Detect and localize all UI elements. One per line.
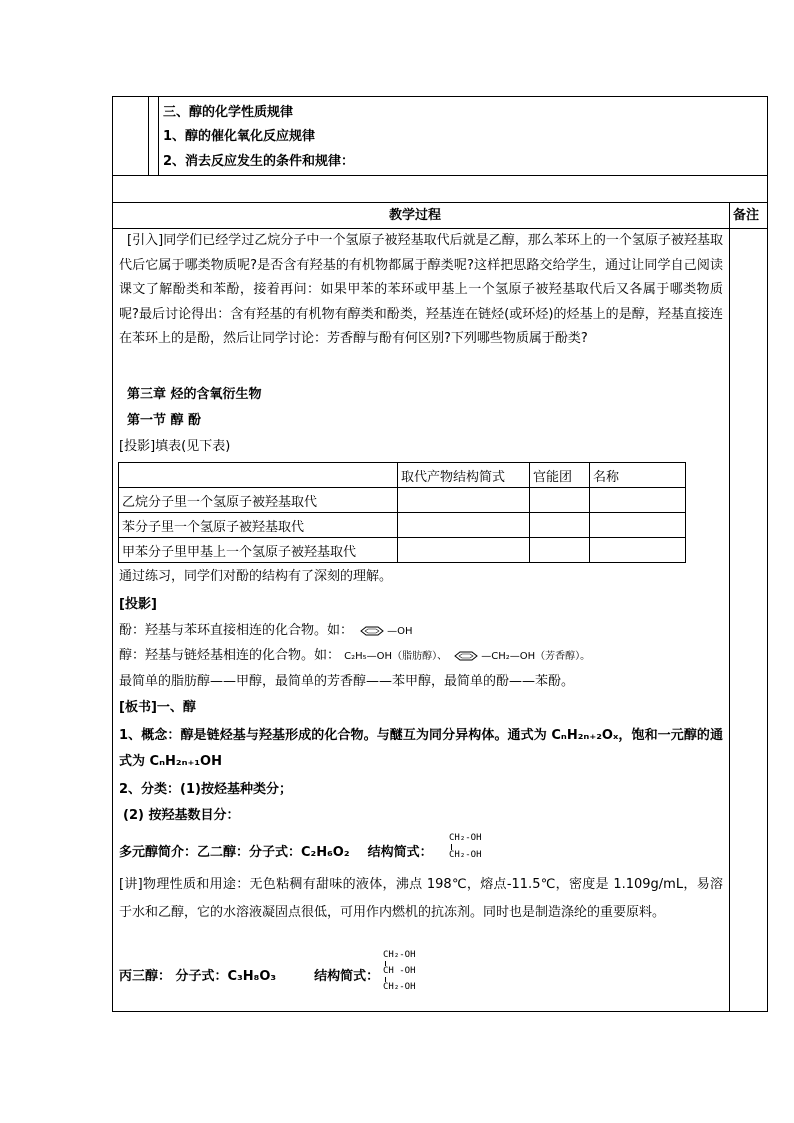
- table-cell: 乙烷分子里一个氢原子被羟基取代: [119, 488, 398, 513]
- glycerol-structure-line: CH₂-OH: [383, 982, 416, 992]
- phenol-definition-text: 酚：羟基与苯环直接相连的化合物。如：: [119, 623, 354, 638]
- alcohol-definition-text: 醇：羟基与链烃基相连的化合物。如：: [119, 648, 341, 663]
- table-cell: [398, 513, 530, 538]
- phenol-definition: [119, 623, 413, 640]
- table-header-cell: [119, 463, 398, 488]
- table-cell: [590, 513, 686, 538]
- alcohol-definition: [119, 648, 590, 665]
- table-cell: [398, 488, 530, 513]
- table-cell: [530, 513, 590, 538]
- table-cell: 甲苯分子里甲基上一个氢原子被羟基取代: [119, 538, 398, 563]
- table-cell: [590, 538, 686, 563]
- row-divider: [113, 202, 767, 203]
- glycerol-structure-line: CH₂-OH: [383, 950, 416, 960]
- glycerol-formula: [119, 969, 379, 985]
- substitution-table: [118, 462, 686, 563]
- table-row: [119, 538, 686, 563]
- notes-header: 备注: [733, 208, 760, 223]
- board-heading: [板书]一、醇: [119, 700, 196, 715]
- glycol-formula: [119, 845, 433, 861]
- glycol-structure-label: 结构简式：: [367, 845, 433, 860]
- glycol-structure: [449, 833, 482, 861]
- table-cell: 苯分子里一个氢原子被羟基取代: [119, 513, 398, 538]
- intro-paragraph: [119, 229, 723, 352]
- glycol-structure-line: CH₂-OH: [449, 833, 482, 843]
- intro-text: 同学们已经学过乙烷分子中一个氢原子被羟基取代后就是乙醇，那么苯环上的一个氢原子被羟基取代后它属于哪类物质呢?是否含有羟基的有机物都属于醇类呢?这样把思路交给学生，通过让同学自己阅读课文了解酚类和苯酚，接着再问：如果甲苯的苯环或甲基上一个氢原子被羟基取代后又各属于哪类物质呢?最后讨论得出：含有羟基的有机物有醇类和酚类，羟基连在链烃(或环烃)的烃基上的是醇，羟基直接连在苯环上的是酚，然后让同学讨论：芳香醇与酚有何区别?下列哪些物质属于酚类?: [119, 233, 723, 346]
- glycerol-label: 丙三醇： 分子式：C₃H₈O₃: [119, 969, 277, 984]
- table-header-cell: 取代产物结构简式: [398, 463, 530, 488]
- col-divider: [158, 97, 159, 175]
- notes-col-divider: [729, 202, 730, 1011]
- section-title: 第一节 醇 酚: [127, 413, 202, 428]
- top-line-2: 1、醇的催化氧化反应规律: [163, 129, 316, 144]
- projection-fill-table: [投影]填表(见下表): [119, 439, 231, 454]
- top-line-3: 2、消去反应发生的条件和规律：: [163, 154, 355, 169]
- glycerol-structure-line: CH -OH: [383, 966, 416, 976]
- glycol-structure-line: CH₂-OH: [449, 850, 482, 860]
- intro-tag: [引入]: [127, 233, 164, 248]
- process-content: [113, 228, 729, 1013]
- table-cell: [530, 488, 590, 513]
- table-row: [119, 513, 686, 538]
- table-cell: [398, 538, 530, 563]
- concept-paragraph: 1、概念：醇是链烃基与羟基形成的化合物。与醚互为同分异构体。通式为 CₙH₂ₙ₊₂Oₓ，饱和一元醇的通式为 CₙH₂ₙ₊₁OH: [119, 728, 723, 769]
- chapter-title: 第三章 烃的含氧衍生物: [127, 387, 262, 402]
- table-cell: [590, 488, 686, 513]
- projection-heading: [投影]: [119, 597, 157, 612]
- table-header-cell: 名称: [590, 463, 686, 488]
- after-table-text: 通过练习，同学们对酚的结构有了深刻的理解。: [119, 569, 393, 584]
- benzene-ring-icon: [451, 651, 481, 661]
- simplest-compounds: 最简单的脂肪醇——甲醇，最简单的芳香醇——苯甲醇，最简单的酚——苯酚。: [119, 674, 575, 689]
- glycerol-structure: [383, 950, 416, 993]
- glycerol-structure-label: 结构简式：: [314, 969, 380, 984]
- table-header-row: [119, 463, 686, 488]
- classification-line-1: 2、分类：(1)按烃基种类分；: [119, 782, 292, 797]
- row-divider: [113, 175, 767, 176]
- lecture-paragraph: [讲]物理性质和用途：无色粘稠有甜味的液体，沸点 198℃，熔点-11.5℃，密度是 1.109g/mL，易溶于水和乙醇，它的水溶液凝固点很低，可用作内燃机的抗冻剂。同时也是制造涤纶的重要原料。: [119, 877, 723, 920]
- table-header-cell: 官能团: [530, 463, 590, 488]
- col-divider: [148, 97, 149, 175]
- table-cell: [530, 538, 590, 563]
- top-line-1: 三、醇的化学性质规律: [163, 105, 294, 120]
- phenol-formula: —OH: [387, 626, 413, 637]
- table-row: [119, 488, 686, 513]
- benzene-ring-icon: [357, 626, 387, 636]
- process-header: 教学过程: [389, 208, 442, 223]
- classification-line-2: (2) 按羟基数目分：: [123, 808, 240, 823]
- alcohol-example-aliphatic: C₂H₅—OH（脂肪醇）、: [344, 651, 448, 662]
- lesson-table: [112, 96, 768, 1012]
- alcohol-example-aromatic: —CH₂—OH（芳香醇）。: [481, 651, 591, 662]
- glycol-label: 多元醇简介：乙二醇：分子式：C₂H₆O₂: [119, 845, 350, 860]
